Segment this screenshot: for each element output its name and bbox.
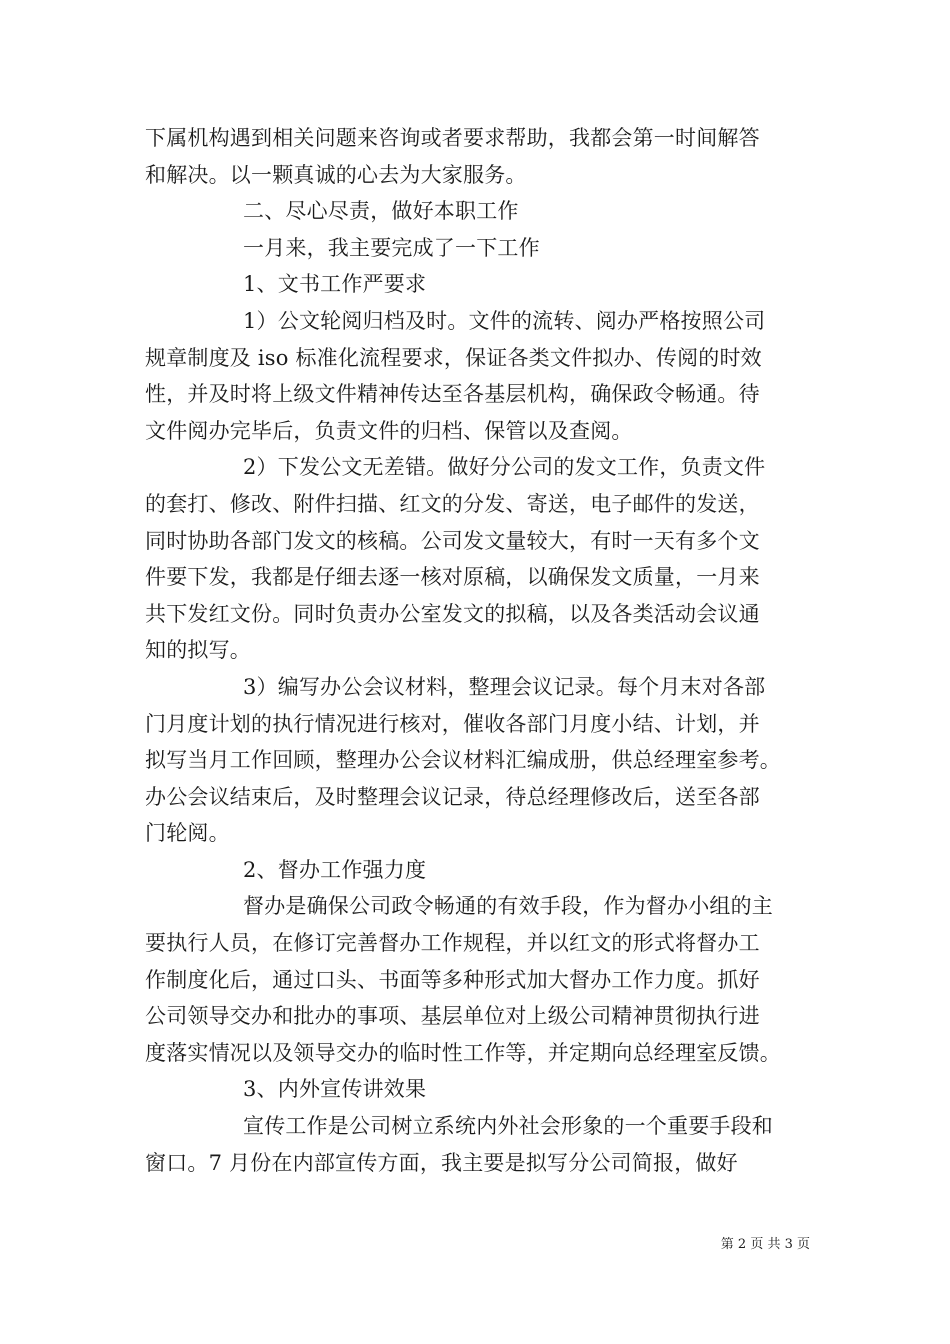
text-line: 文件阅办完毕后，负责文件的归档、保管以及查阅。 bbox=[145, 418, 633, 443]
document-body bbox=[145, 120, 810, 1181]
text-line: 二、尽心尽责，做好本职工作 bbox=[243, 199, 519, 224]
text-line: 门月度计划的执行情况进行核对，催收各部门月度小结、计划，并 bbox=[145, 711, 760, 736]
text-line: 1、文书工作严要求 bbox=[243, 272, 427, 297]
text-line: 2、督办工作强力度 bbox=[243, 857, 427, 882]
text-line: 件要下发，我都是仔细去逐一核对原稿，以确保发文质量，一月来 bbox=[145, 565, 760, 590]
text-line: 办公会议结束后，及时整理会议记录，待总经理修改后，送至各部 bbox=[145, 784, 760, 809]
text-line: 同时协助各部门发文的核稿。公司发文量较大，有时一天有多个文 bbox=[145, 528, 760, 553]
text-line: 度落实情况以及领导交办的临时性工作等，并定期向总经理室反馈。 bbox=[145, 1040, 781, 1065]
text-line: 3、内外宣传讲效果 bbox=[243, 1077, 427, 1102]
text-line: 性，并及时将上级文件精神传达至各基层机构，确保政令畅通。待 bbox=[145, 382, 760, 407]
text-line: 公司领导交办和批办的事项、基层单位对上级公司精神贯彻执行进 bbox=[145, 1004, 760, 1029]
text-line: 门轮阅。 bbox=[145, 821, 230, 846]
text-line: 和解决。以一颗真诚的心去为大家服务。 bbox=[145, 162, 527, 187]
text-line: 知的拟写。 bbox=[145, 638, 251, 663]
text-line: 共下发红文份。同时负责办公室发文的拟稿，以及各类活动会议通 bbox=[145, 601, 760, 626]
text-line: 一月来，我主要完成了一下工作 bbox=[243, 235, 540, 260]
text-line: 窗口。7 月份在内部宣传方面，我主要是拟写分公司简报，做好 bbox=[145, 1150, 738, 1175]
text-line: 规章制度及 iso 标准化流程要求，保证各类文件拟办、传阅的时效 bbox=[145, 345, 762, 370]
text-line: 作制度化后，通过口头、书面等多种形式加大督办工作力度。抓好 bbox=[145, 967, 760, 992]
text-line: 拟写当月工作回顾，整理办公会议材料汇编成册，供总经理室参考。 bbox=[145, 748, 781, 773]
text-line: 的套打、修改、附件扫描、红文的分发、寄送，电子邮件的发送， bbox=[145, 491, 760, 516]
text-line: 下属机构遇到相关问题来咨询或者要求帮助，我都会第一时间解答 bbox=[145, 126, 760, 150]
text-line: 要执行人员，在修订完善督办工作规程，并以红文的形式将督办工 bbox=[145, 931, 760, 956]
text-line: 2）下发公文无差错。做好分公司的发文工作，负责文件 bbox=[243, 455, 766, 480]
text-line: 督办是确保公司政令畅通的有效手段，作为督办小组的主 bbox=[243, 894, 773, 919]
text-line: 3）编写办公会议材料，整理会议记录。每个月末对各部 bbox=[243, 674, 766, 699]
page-number-footer: 第 2 页 共 3 页 bbox=[720, 1237, 810, 1252]
text-line: 宣传工作是公司树立系统内外社会形象的一个重要手段和 bbox=[243, 1114, 773, 1139]
text-line: 1）公文轮阅归档及时。文件的流转、阅办严格按照公司 bbox=[243, 308, 766, 333]
